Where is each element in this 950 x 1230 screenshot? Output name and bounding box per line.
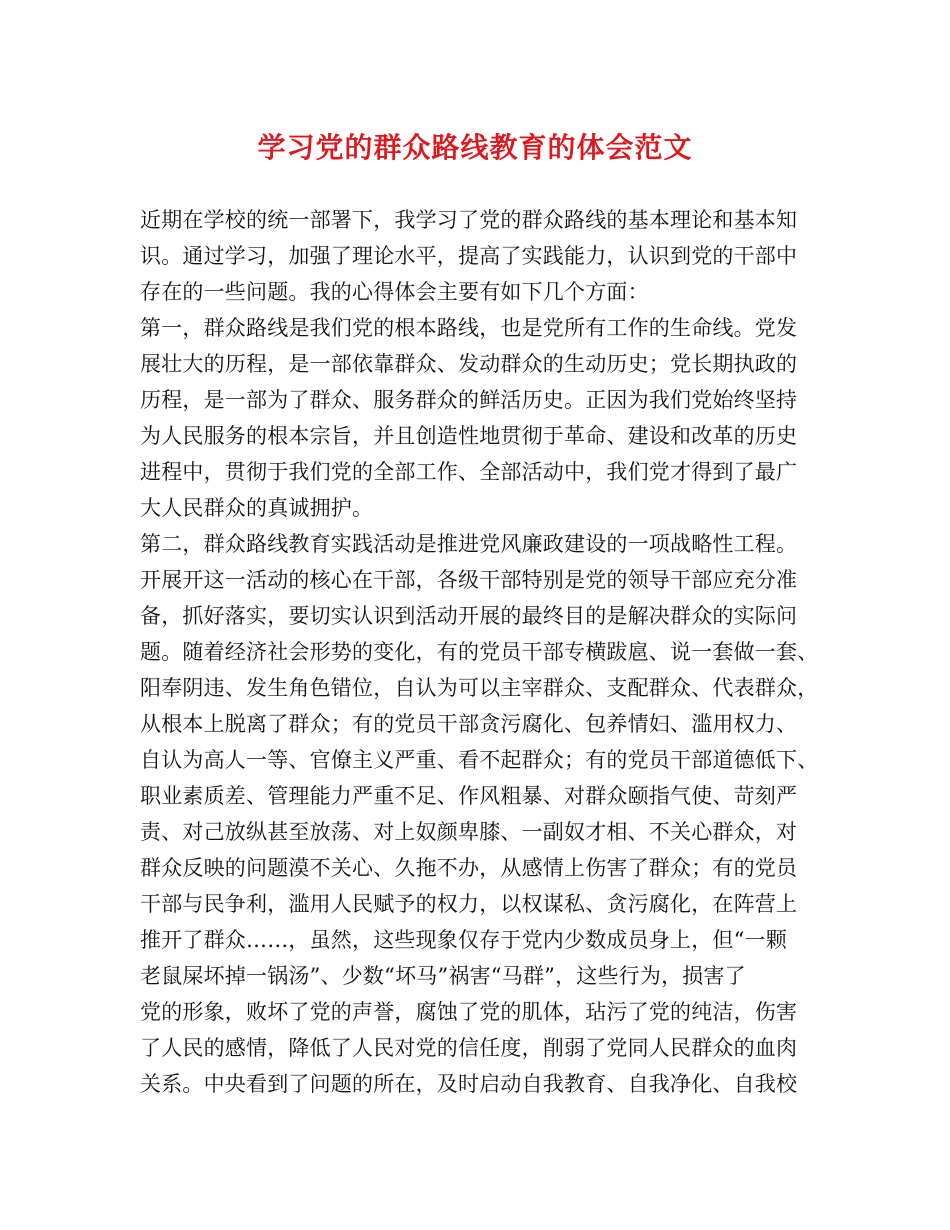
body-line: 第一，群众路线是我们党的根本路线，也是党所有工作的生命线。党发 — [140, 316, 798, 340]
body-line: 干部与民争利，滥用人民赋予的权力，以权谋私、贪污腐化，在阵营上 — [140, 892, 798, 916]
body-line: 为人民服务的根本宗旨，并且创造性地贯彻于革命、建设和改革的历史 — [140, 424, 798, 448]
body-line: 老鼠屎坏掉一锅汤”、少数“坏马”祸害“马群”，这些行为，损害了 — [140, 964, 746, 988]
body-line: 从根本上脱离了群众；有的党员干部贪污腐化、包养情妇、滥用权力、 — [140, 712, 798, 736]
body-line: 大人民群众的真诚拥护。 — [140, 496, 374, 520]
body-line: 存在的一些问题。我的心得体会主要有如下几个方面： — [140, 280, 649, 304]
body-line: 备，抓好落实，要切实认识到活动开展的最终目的是解决群众的实际问 — [140, 604, 798, 628]
body-line: 题。随着经济社会形势的变化，有的党员干部专横跋扈、说一套做一套、 — [140, 640, 819, 664]
body-line: 历程，是一部为了群众、服务群众的鲜活历史。正因为我们党始终坚持 — [140, 388, 798, 412]
body-line: 开展开这一活动的核心在干部，各级干部特别是党的领导干部应充分准 — [140, 568, 798, 592]
body-line: 进程中，贯彻于我们党的全部工作、全部活动中，我们党才得到了最广 — [140, 460, 798, 484]
document-body — [140, 202, 830, 1102]
body-line: 第二，群众路线教育实践活动是推进党风廉政建设的一项战略性工程。 — [140, 532, 798, 556]
body-line: 关系。中央看到了问题的所在，及时启动自我教育、自我净化、自我校 — [140, 1072, 798, 1096]
body-line: 群众反映的问题漠不关心、久拖不办，从感情上伤害了群众；有的党员 — [140, 856, 798, 880]
document-title: 学习党的群众路线教育的体会范文 — [257, 131, 693, 164]
body-line: 自认为高人一等、官僚主义严重、看不起群众；有的党员干部道德低下、 — [140, 748, 819, 772]
body-line: 识。通过学习，加强了理论水平，提高了实践能力，认识到党的干部中 — [140, 244, 798, 268]
body-line: 推开了群众……，虽然，这些现象仅存于党内少数成员身上，但“一颗 — [140, 928, 787, 952]
body-line: 职业素质差、管理能力严重不足、作风粗暴、对群众颐指气使、苛刻严 — [140, 784, 798, 808]
body-line: 党的形象，败坏了党的声誉，腐蚀了党的肌体，玷污了党的纯洁，伤害 — [140, 1000, 798, 1024]
body-line: 阳奉阴违、发生角色错位，自认为可以主宰群众、支配群众、代表群众， — [140, 676, 819, 700]
body-line: 近期在学校的统一部署下，我学习了党的群众路线的基本理论和基本知 — [140, 208, 798, 232]
body-line: 了人民的感情，降低了人民对党的信任度，削弱了党同人民群众的血肉 — [140, 1036, 798, 1060]
body-line: 责、对己放纵甚至放荡、对上奴颜卑膝、一副奴才相、不关心群众，对 — [140, 820, 798, 844]
body-line: 展壮大的历程，是一部依靠群众、发动群众的生动历史；党长期执政的 — [140, 352, 798, 376]
